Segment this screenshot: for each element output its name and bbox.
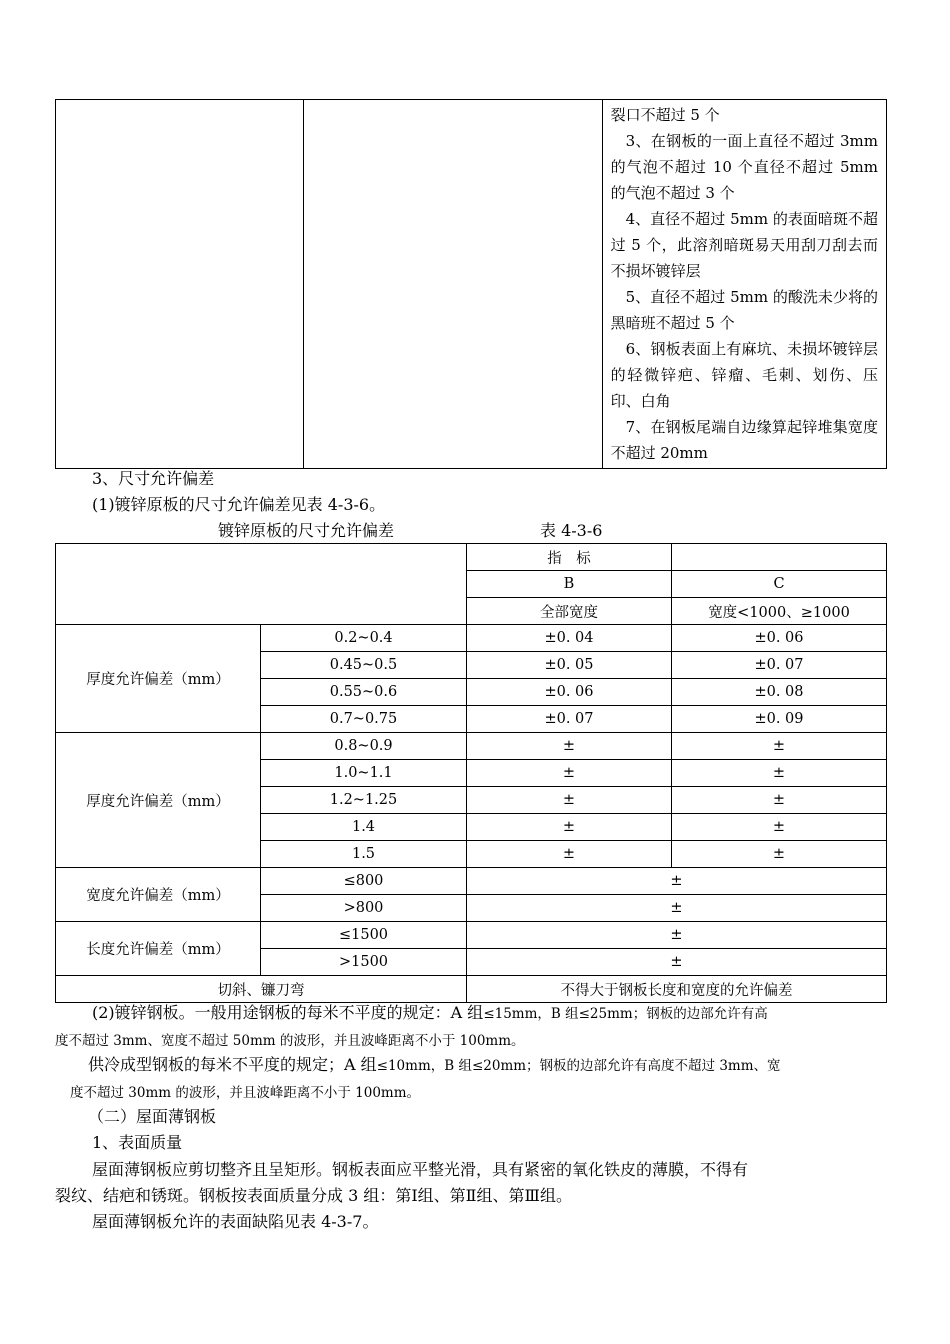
range-cell: ≤800 <box>261 868 467 895</box>
paragraph-3-rest: ≤10mm，B 组≤20mm；钢板的边部允许有高度不超过 3mm、宽 <box>376 1058 781 1074</box>
c-value-cell: ±0. 09 <box>672 706 887 733</box>
range-cell: >800 <box>261 895 467 922</box>
defect-line: 5、直径不超过 5mm 的酸洗未少将的黑暗班不超过 5 个 <box>610 288 878 332</box>
c-value-cell: ±0. 08 <box>672 679 887 706</box>
surface-quality-title: 1、表面质量 <box>92 1133 183 1152</box>
defect-line: 裂口不超过 5 个 <box>610 106 720 124</box>
length-value-cell: ± <box>467 949 887 976</box>
defects-table-continuation <box>55 99 887 469</box>
empty-cell-2 <box>304 100 602 469</box>
c-value-cell: ± <box>672 733 887 760</box>
b-value-cell: ±0. 05 <box>467 652 672 679</box>
header-blank-cell <box>56 544 467 625</box>
paragraph-3-line-2 <box>70 1079 880 1106</box>
c-value-cell: ±0. 06 <box>672 625 887 652</box>
paragraph-3-line-1 <box>88 1052 898 1079</box>
paragraph-2-line-1 <box>92 1000 902 1027</box>
col-c-subheader: 宽度<1000、≥1000 <box>672 598 887 625</box>
length-deviation-label: 长度允许偏差（mm） <box>56 922 261 976</box>
b-value-cell: ±0. 07 <box>467 706 672 733</box>
paragraph-4-line-2: 裂纹、结疤和锈斑。钢板按表面质量分成 3 组：第Ⅰ组、第Ⅱ组、第Ⅲ组。 <box>55 1186 572 1205</box>
paragraph-3-lead: 供冷成型钢板的每米不平度的规定；A 组 <box>88 1055 377 1074</box>
range-cell: 0.45~0.5 <box>261 652 467 679</box>
range-cell: ≤1500 <box>261 922 467 949</box>
col-c-header: C <box>672 571 887 598</box>
skew-value: 不得大于钢板长度和宽度的允许偏差 <box>467 976 887 1003</box>
range-cell: 0.2~0.4 <box>261 625 467 652</box>
thickness-group-1-label: 厚度允许偏差（mm） <box>56 625 261 733</box>
b-value-cell: ± <box>467 733 672 760</box>
c-value-cell: ± <box>672 814 887 841</box>
paragraph-4-line-1: 屋面薄钢板应剪切整齐且呈矩形。钢板表面应平整光滑，具有紧密的氧化铁皮的薄膜，不得有 <box>92 1160 749 1179</box>
empty-cell-1 <box>56 100 304 469</box>
range-cell: 0.8~0.9 <box>261 733 467 760</box>
paragraph-2-line-2 <box>55 1027 865 1054</box>
range-cell: 1.0~1.1 <box>261 760 467 787</box>
width-value-cell: ± <box>467 895 887 922</box>
range-cell: 1.5 <box>261 841 467 868</box>
paragraph-5: 屋面薄钢板允许的表面缺陷见表 4-3-7。 <box>92 1212 379 1231</box>
b-value-cell: ± <box>467 841 672 868</box>
range-cell: 0.55~0.6 <box>261 679 467 706</box>
range-cell: >1500 <box>261 949 467 976</box>
table-number: 表 4-3-6 <box>540 521 603 540</box>
b-value-cell: ± <box>467 814 672 841</box>
paragraph-3-line-2-text: 度不超过 30mm 的波形，并且波峰距离不小于 100mm。 <box>70 1085 421 1101</box>
c-value-cell: ± <box>672 760 887 787</box>
paragraph-2-lead: (2)镀锌钢板。一般用途钢板的每米不平度的规定：A 组 <box>92 1003 484 1022</box>
paragraph-2-line-2-text: 度不超过 3mm、宽度不超过 50mm 的波形，并且波峰距离不小于 100mm。 <box>55 1033 525 1049</box>
c-value-cell: ± <box>672 841 887 868</box>
defect-line: 4、直径不超过 5mm 的表面暗斑不超过 5 个，此溶剂暗斑易天用刮刀刮去而不损坏镀锌层 <box>610 210 878 280</box>
indicator-header: 指 标 <box>467 544 672 571</box>
length-value-cell: ± <box>467 922 887 949</box>
indicator-header-blank <box>672 544 887 571</box>
skew-label: 切斜、镰刀弯 <box>56 976 467 1003</box>
width-deviation-label: 宽度允许偏差（mm） <box>56 868 261 922</box>
c-value-cell: ± <box>672 787 887 814</box>
b-value-cell: ±0. 06 <box>467 679 672 706</box>
c-value-cell: ±0. 07 <box>672 652 887 679</box>
section-3-paragraph: (1)镀锌原板的尺寸允许偏差见表 4-3-6。 <box>92 495 386 514</box>
range-cell: 0.7~0.75 <box>261 706 467 733</box>
range-cell: 1.2~1.25 <box>261 787 467 814</box>
col-b-subheader: 全部宽度 <box>467 598 672 625</box>
b-value-cell: ± <box>467 760 672 787</box>
dimension-deviation-table <box>55 543 887 1003</box>
range-cell: 1.4 <box>261 814 467 841</box>
defect-line: 6、钢板表面上有麻坑、未损坏镀锌层的轻微锌疤、锌瘤、毛刺、划伤、压印、白角 <box>610 340 878 410</box>
width-value-cell: ± <box>467 868 887 895</box>
defects-list-cell <box>602 100 886 469</box>
b-value-cell: ± <box>467 787 672 814</box>
paragraph-2-rest: ≤15mm，B 组≤25mm；钢板的边部允许有高 <box>483 1006 768 1022</box>
b-value-cell: ±0. 04 <box>467 625 672 652</box>
thickness-group-2-label: 厚度允许偏差（mm） <box>56 733 261 868</box>
defect-line: 7、在钢板尾端自边缘算起锌堆集宽度不超过 20mm <box>610 418 878 462</box>
roof-section-title: （二）屋面薄钢板 <box>88 1107 217 1126</box>
section-3-title: 3、尺寸允许偏差 <box>92 469 215 488</box>
table-caption: 镀锌原板的尺寸允许偏差 <box>218 521 395 540</box>
defect-line: 3、在钢板的一面上直径不超过 3mm 的气泡不超过 10 个直径不超过 5mm 的气泡不超过 3 个 <box>610 132 878 202</box>
col-b-header: B <box>467 571 672 598</box>
